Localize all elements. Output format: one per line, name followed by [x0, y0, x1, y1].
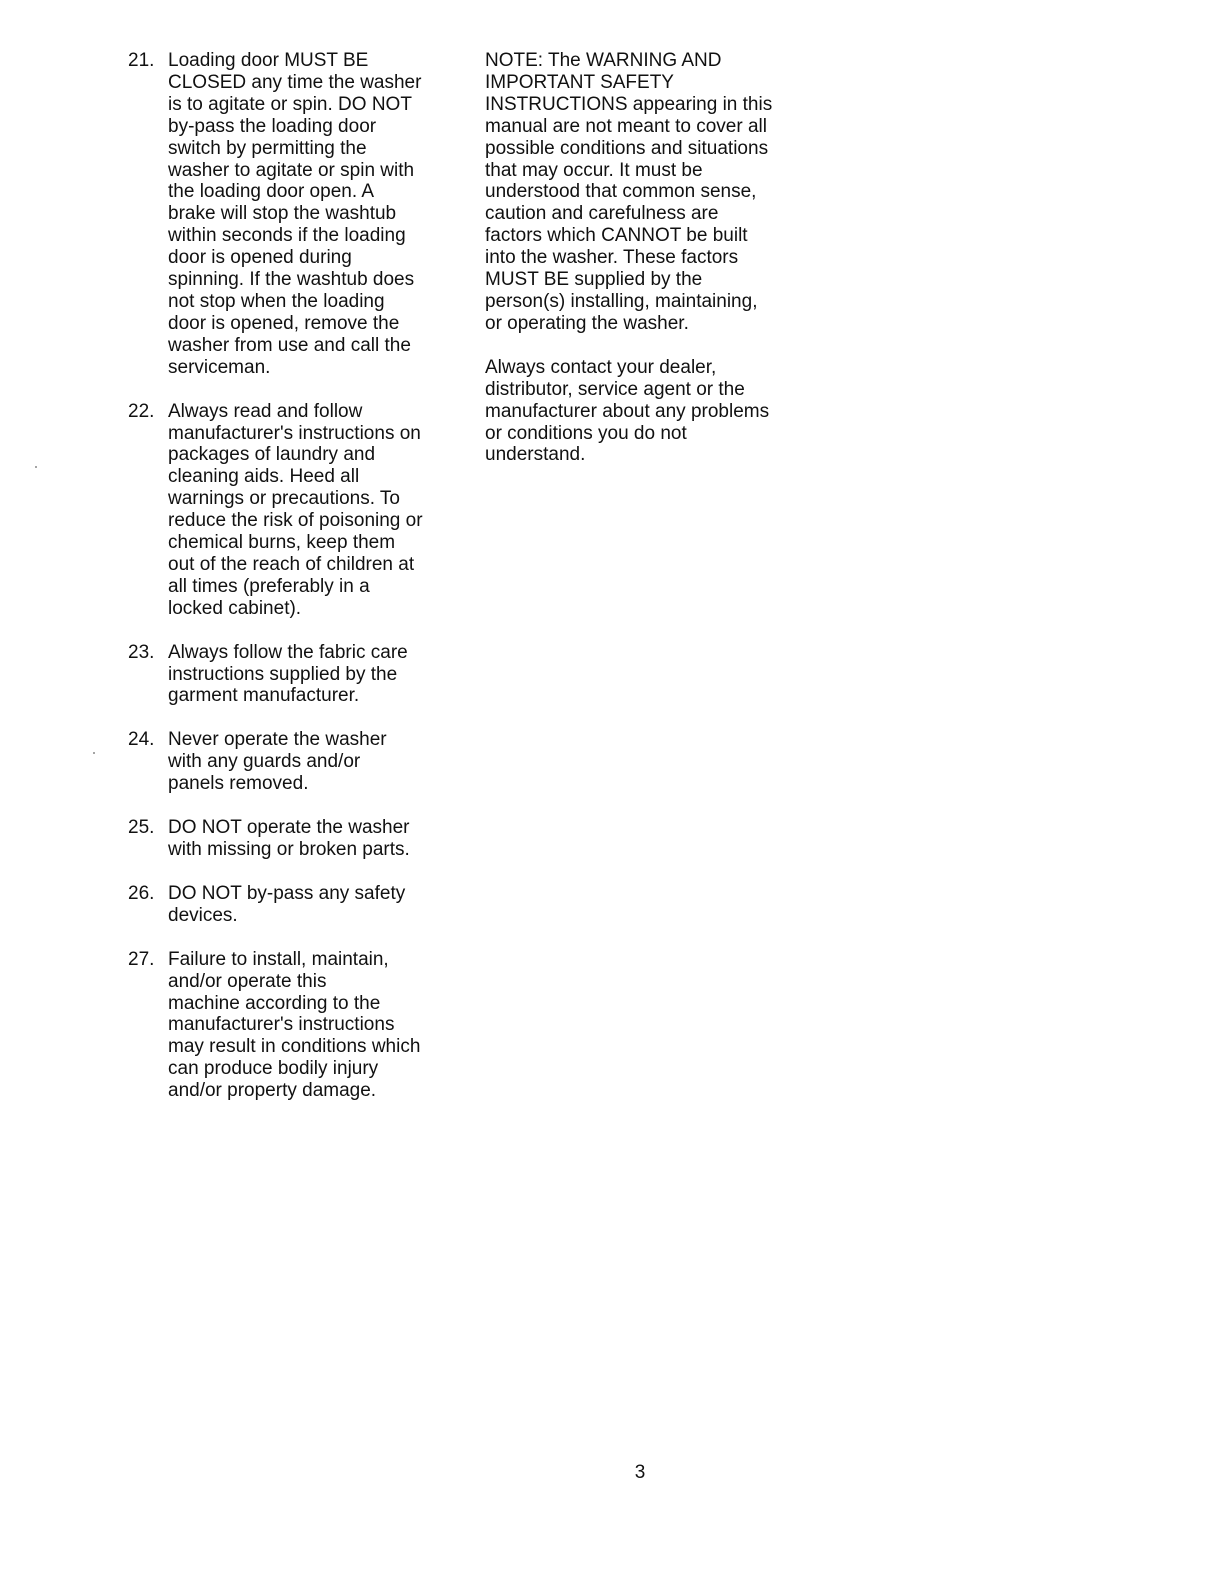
- item-number: 26.: [128, 882, 155, 904]
- list-item: [128, 642, 458, 708]
- safety-note-paragraph: NOTE: The WARNING AND IMPORTANT SAFETY INSTRUCTIONS appearing in this manual are not meant to cover all possible conditions and situations that may occur. It must be understood that common sense, caution and carefulness are factors which CANNOT be built into the washer. These factors MUST BE supplied by the person(s) installing, maintaining, or operating the washer.: [485, 50, 773, 334]
- scan-speck: [35, 466, 37, 468]
- item-text: Never operate the washer with any guards and/or panels removed.: [168, 729, 387, 795]
- item-number: 23.: [128, 641, 155, 663]
- list-item: [128, 817, 458, 861]
- item-text: DO NOT by-pass any safety devices.: [168, 882, 406, 926]
- list-item: [128, 50, 458, 379]
- item-text: Always follow the fabric care instructions supplied by the garment manufacturer.: [168, 641, 408, 707]
- item-number: 21.: [128, 50, 155, 71]
- item-text: Always read and follow manufacturer's instructions on packages of laundry and cleaning aids. Heed all warnings or precautions. To reduce the risk of poisoning or chemical burns, keep them out of the reach of children at all times (preferably in a locked cabinet).: [168, 400, 423, 619]
- item-number: 27.: [128, 948, 155, 970]
- item-text: Failure to install, maintain, and/or operate this machine according to the manufacturer's instructions may result in conditions which can produce bodily injury and/or property damage.: [168, 948, 421, 1102]
- item-text: Loading door MUST BE CLOSED any time the washer is to agitate or spin. DO NOT by-pass the loading door switch by permitting the washer to agitate or spin with the loading door open. A brake will stop the washtub within seconds if the loading door is opened during spinning. If the washtub does not stop when the loading door is opened, remove the washer from use and call the serviceman.: [168, 50, 422, 378]
- item-number: 22.: [128, 400, 155, 422]
- list-item: [128, 883, 458, 927]
- item-text: DO NOT operate the washer with missing or broken parts.: [168, 817, 410, 860]
- list-item: [128, 729, 458, 795]
- safety-note-column: [485, 50, 815, 488]
- item-number: 25.: [128, 817, 155, 839]
- page-number: 3: [634, 1462, 646, 1483]
- scan-speck: [93, 752, 95, 754]
- contact-dealer-paragraph: Always contact your dealer, distributor, service agent or the manufacturer about any problems or conditions you do not understand.: [485, 356, 770, 466]
- list-item: [128, 949, 458, 1102]
- item-number: 24.: [128, 729, 155, 751]
- list-item: [128, 401, 458, 620]
- safety-instructions-list: [128, 50, 458, 1124]
